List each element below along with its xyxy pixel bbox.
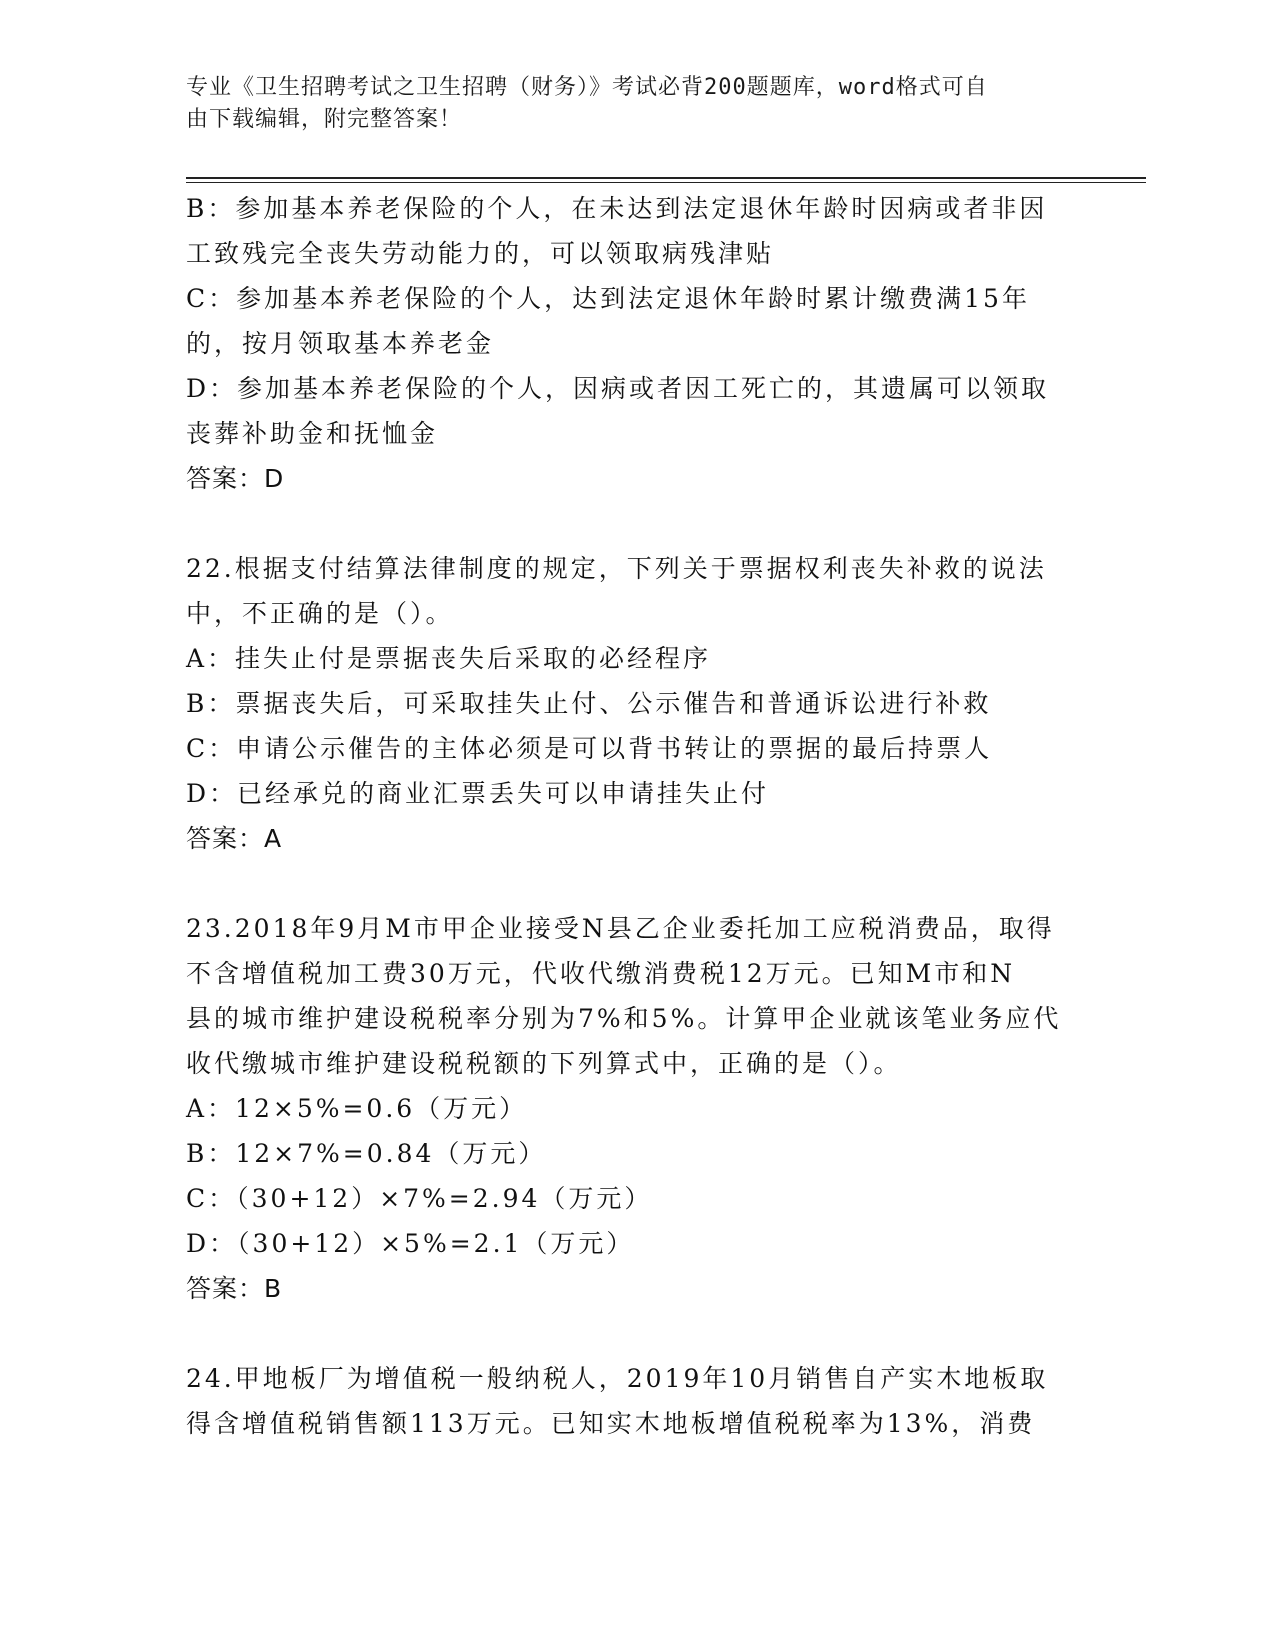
q24-stem-line-1: 24.甲地板厂为增值税一般纳税人，2019年10月销售自产实木地板取 xyxy=(186,1364,1049,1393)
q23-option-c: C：（30+12）×7%=2.94（万元） xyxy=(186,1184,653,1213)
q21-option-c-line-2: 的，按月领取基本养老金 xyxy=(186,329,495,358)
question-22 xyxy=(186,546,1086,861)
header-rule-thin xyxy=(186,182,1146,183)
spacer xyxy=(186,861,1086,906)
q23-stem-line-2: 不含增值税加工费30万元，代收代缴消费税12万元。已知M市和N xyxy=(186,959,1016,988)
q22-stem-line-2: 中，不正确的是（）。 xyxy=(186,599,454,628)
header-line-1: 专业《卫生招聘考试之卫生招聘（财务）》考试必背200题题库，word格式可自 xyxy=(186,75,988,100)
q21-option-b-line-1: B：参加基本养老保险的个人，在未达到法定退休年龄时因病或者非因 xyxy=(186,194,1048,223)
question-21 xyxy=(186,186,1086,501)
spacer xyxy=(186,1311,1086,1356)
q24-stem-line-2: 得含增值税销售额113万元。已知实木地板增值税税率为13%，消费 xyxy=(186,1409,1036,1438)
question-23 xyxy=(186,906,1086,1311)
q23-option-a: A：12×5%=0.6（万元） xyxy=(186,1094,528,1123)
q21-answer: 答案：D xyxy=(186,464,285,493)
question-24 xyxy=(186,1356,1086,1446)
q23-stem-line-3: 县的城市维护建设税税率分别为7%和5%。计算甲企业就该笔业务应代 xyxy=(186,1004,1062,1033)
q21-option-c-line-1: C：参加基本养老保险的个人，达到法定退休年龄时累计缴费满15年 xyxy=(186,284,1030,313)
q21-option-d-line-1: D：参加基本养老保险的个人，因病或者因工死亡的，其遗属可以领取 xyxy=(186,374,1050,403)
q22-option-d: D：已经承兑的商业汇票丢失可以申请挂失止付 xyxy=(186,779,770,808)
q22-stem-line-1: 22.根据支付结算法律制度的规定，下列关于票据权利丧失补救的说法 xyxy=(186,554,1047,583)
q23-stem-line-4: 收代缴城市维护建设税税额的下列算式中，正确的是（）。 xyxy=(186,1049,902,1078)
q23-option-b: B：12×7%=0.84（万元） xyxy=(186,1139,547,1168)
q22-answer: 答案：A xyxy=(186,824,283,853)
spacer xyxy=(186,501,1086,546)
q21-option-d-line-2: 丧葬补助金和抚恤金 xyxy=(186,419,439,448)
q22-option-c: C：申请公示催告的主体必须是可以背书转让的票据的最后持票人 xyxy=(186,734,993,763)
q23-stem-line-1: 23.2018年9月M市甲企业接受N县乙企业委托加工应税消费品，取得 xyxy=(186,914,1055,943)
q23-option-d: D：（30+12）×5%=2.1（万元） xyxy=(186,1229,635,1258)
q23-answer: 答案：B xyxy=(186,1274,283,1303)
document-body xyxy=(186,186,1086,1446)
page-header xyxy=(186,72,1066,136)
header-rule-thick xyxy=(186,177,1146,179)
q21-option-b-line-2: 工致残完全丧失劳动能力的，可以领取病残津贴 xyxy=(186,239,775,268)
q22-option-a: A：挂失止付是票据丧失后采取的必经程序 xyxy=(186,644,712,673)
header-line-2: 由下载编辑，附完整答案！ xyxy=(186,107,463,132)
q22-option-b: B：票据丧失后，可采取挂失止付、公示催告和普通诉讼进行补救 xyxy=(186,689,992,718)
